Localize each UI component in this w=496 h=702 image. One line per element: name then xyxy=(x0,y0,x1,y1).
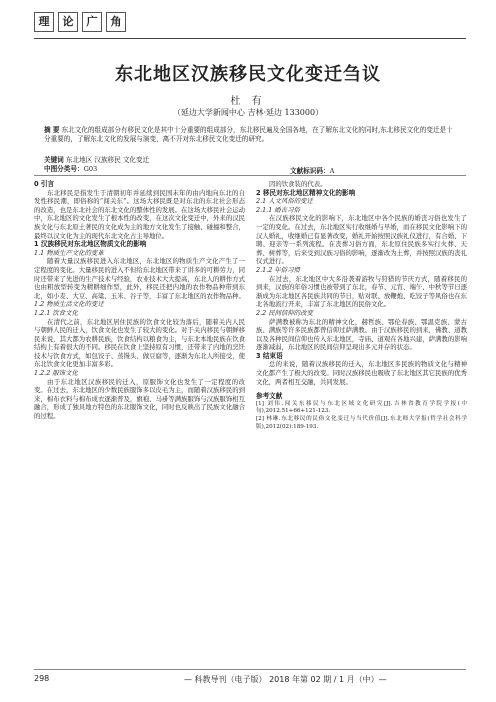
clc xyxy=(44,165,454,174)
body-paragraph: 东北移民是指发生于清朝初年并延续到民国末年的由内地向东北的自发性移民潮，即俗称的“闯关东”。这场大移民既是对东北的东北社会形态的改造，也是东北社会的东北文化的整体性的发展。在这场大移民社会运动中，东北地区的文化发生了根本性的改变，在这次文化变迁中，外来的汉民族文化与东北原土著民的文化成为主的地方文化发生了接触、碰撞和整合，最终以汉文化为主的现代东北文化占主导地位。 xyxy=(34,188,245,240)
subsection-heading: 2.1 人文风俗的变迁 xyxy=(256,197,313,206)
body-paragraph: 随着大量汉族移民进入东北地区，东北地区的物质生产文化产生了一定程度的变化。大量移民的进入不但给东北地区带来了讲多的可耕劳力，同时还带来了先进的生产技术与经验，农业技术大大提高，东北人的耕作方式也由粗放型转变为精耕细作型，此外，移民还把内地的农作物品种带到东北，如小麦、大豆、高粱、玉米、谷子等，丰富了东北地区的农作物品种。 xyxy=(34,257,245,300)
column-tag-char: 理 xyxy=(34,12,54,32)
subsection-heading: 1.2.1 饮食文化 xyxy=(34,308,78,317)
doc-code-value: A xyxy=(329,167,335,175)
left-column xyxy=(34,180,245,421)
body-paragraph: 总的来说，随着汉族移民的迁入，东北地区多民族的物质文化与精神文化都产生了极大的改变。同时汉族移民也吸收了东北地区其它民族的优秀文化，两者相互交融，共同发展。 xyxy=(256,360,467,386)
keywords-text: 东北地区 汉族移民 文化变迁 xyxy=(65,156,150,164)
doc-code-label: 文献标识码： xyxy=(290,167,330,175)
clc-value: G03 xyxy=(83,165,98,173)
keywords-label: 关键词 xyxy=(44,156,64,164)
abstract-label: 摘 要 xyxy=(44,126,60,134)
subsection-heading: 2.2 民间信仰的改变 xyxy=(256,308,313,317)
doc-code xyxy=(290,165,334,175)
subsection-heading: 1.2 物质生活文化的变迁 xyxy=(34,300,104,309)
paper-title: 东北地区汉族移民文化变迁刍议 xyxy=(115,64,381,85)
abstract-rule xyxy=(34,175,466,176)
subsection-heading: 2.1.1 婚丧习俗 xyxy=(256,205,300,214)
abstract-text: 东北文化的组成部分有移民文化是其中十分重要的组成部分，东北移民遍及全国各地，在了解东北文化的同时,东北移民文化的变迁是十分重要的，了解东北文化的发展与演变，离不开对东北移民文化变迁的研究。 xyxy=(44,126,453,143)
affiliation: （延边大学新闻中心 吉林·延边 133000） xyxy=(172,108,324,117)
body-paragraph: 因的饮食装的代表。 xyxy=(269,180,327,188)
body-paragraph: 在清代之前，东北地区居住民族的饮食文化较为落后，随着关内人民与朝鲜人民的迁入，饮食文化也发生了较大的变化。对于关内移民与朝鲜移民来说，其大都为农耕民族，饮食结构以粮食为主，与东北本地民族在饮食结构上有着很大的不同。移民在饮食上坚持原有习惯，还带来了内地的烹饪技术与饮食方式，如包饺子、蒸馒头、做豆腐等，逐渐为东北人所接受，使东北饮食文化更加丰富多彩。 xyxy=(34,317,245,369)
journal-info: — 科教导刊（电子版） 2018 年第 02 期 / 1 月（中）— xyxy=(184,675,387,684)
clc-label: 中图分类号： xyxy=(44,165,84,173)
abstract xyxy=(44,126,454,144)
body-paragraph: 在汉族移民文化的影响下，东北地区中各个民族的婚丧习俗也发生了一定的变化。在过去，东北地区实行收继婚与早婚，而在移民文化影响下的汉人婚礼，收继婚已有显著改变，婚礼开始按照汉族礼仪进行，有合婚、下聘、迎亲等一系列流程。在丧葬习俗方面，东北原住民族多实行火葬、天葬、树葬等，后来受到汉族习俗的影响，逐渐改为土葬，并按照汉族的丧礼仪式进行。 xyxy=(256,214,467,266)
subsection-heading: 1.1 物质生产文化的变革 xyxy=(34,248,104,257)
page-number: 298 xyxy=(34,674,50,683)
footer-rule xyxy=(34,669,466,670)
reference-item: [2] 林琳.东北移民的民俗文化变迁与当代价值[J].东北师大学报(哲学社会科学版),2012(02):189-193. xyxy=(256,416,467,430)
section-heading: 0 引言 xyxy=(34,180,55,188)
body-paragraph: 由于东北地区汉族移民的迁入，原服饰文化也发生了一定程度的改变。在过去，东北地区的少数民族服饰多以皮毛为主，而随着汉族移民的到来，棉布衣料与棉布成衣逐渐普及，旗袍、马褂等满族服饰与汉族服饰相互融合，形成了独具地方特色的东北服饰文化，同时也反映出了民族文化融合的过程。 xyxy=(34,377,245,421)
body-paragraph: 在过去，东北地区中大多沿袭着游牧与狩猎的节庆方式，随着移民的到来，汉族的年俗习惯也被带到了东北，春节、元宵、端午、中秋等节日逐渐成为东北地区各民族共同的节日，贴对联、放鞭炮、吃饺子等风俗也在东北各地流行开来，丰富了东北地区的民俗文化。 xyxy=(256,274,467,309)
subsection-heading: 2.1.2 年俗习惯 xyxy=(256,265,300,274)
column-tag xyxy=(34,12,126,32)
subsection-heading: 1.2.2 服饰文化 xyxy=(34,369,78,378)
reference-item: [1] 刘伟.闯关东移民与东北区域文化研究[J].吉林省教育学院学报(中旬),2012.51+66+121-123. xyxy=(256,400,467,415)
keywords xyxy=(44,156,454,165)
right-column xyxy=(256,180,467,431)
section-heading: 2 移民对东北地区精神文化的影响 xyxy=(256,188,356,197)
header-rule xyxy=(34,38,466,39)
column-tag-char: 论 xyxy=(58,12,78,32)
column-tag-char: 广 xyxy=(82,12,102,32)
section-heading: 1 汉族移民对东北地区物质文化的影响 xyxy=(34,240,147,249)
references-heading: 参考文献 xyxy=(256,392,283,401)
body-paragraph: 萨满教被称为东北的精神文化，赫哲族、鄂伦春族、鄂温克族、蒙古族、满族等许多民族都曾信仰过萨满教。由于汉族移民的到来，佛教、道教以及各种民间信仰也传入东北地区，寺庙、道观在各地兴建，萨满教的影响逐渐减弱，东北地区的民间信仰呈现出多元并存的状态。 xyxy=(256,317,467,352)
section-heading: 3 结束语 xyxy=(256,351,283,360)
column-tag-char: 角 xyxy=(106,12,126,32)
author: 杜 有 xyxy=(230,96,266,107)
